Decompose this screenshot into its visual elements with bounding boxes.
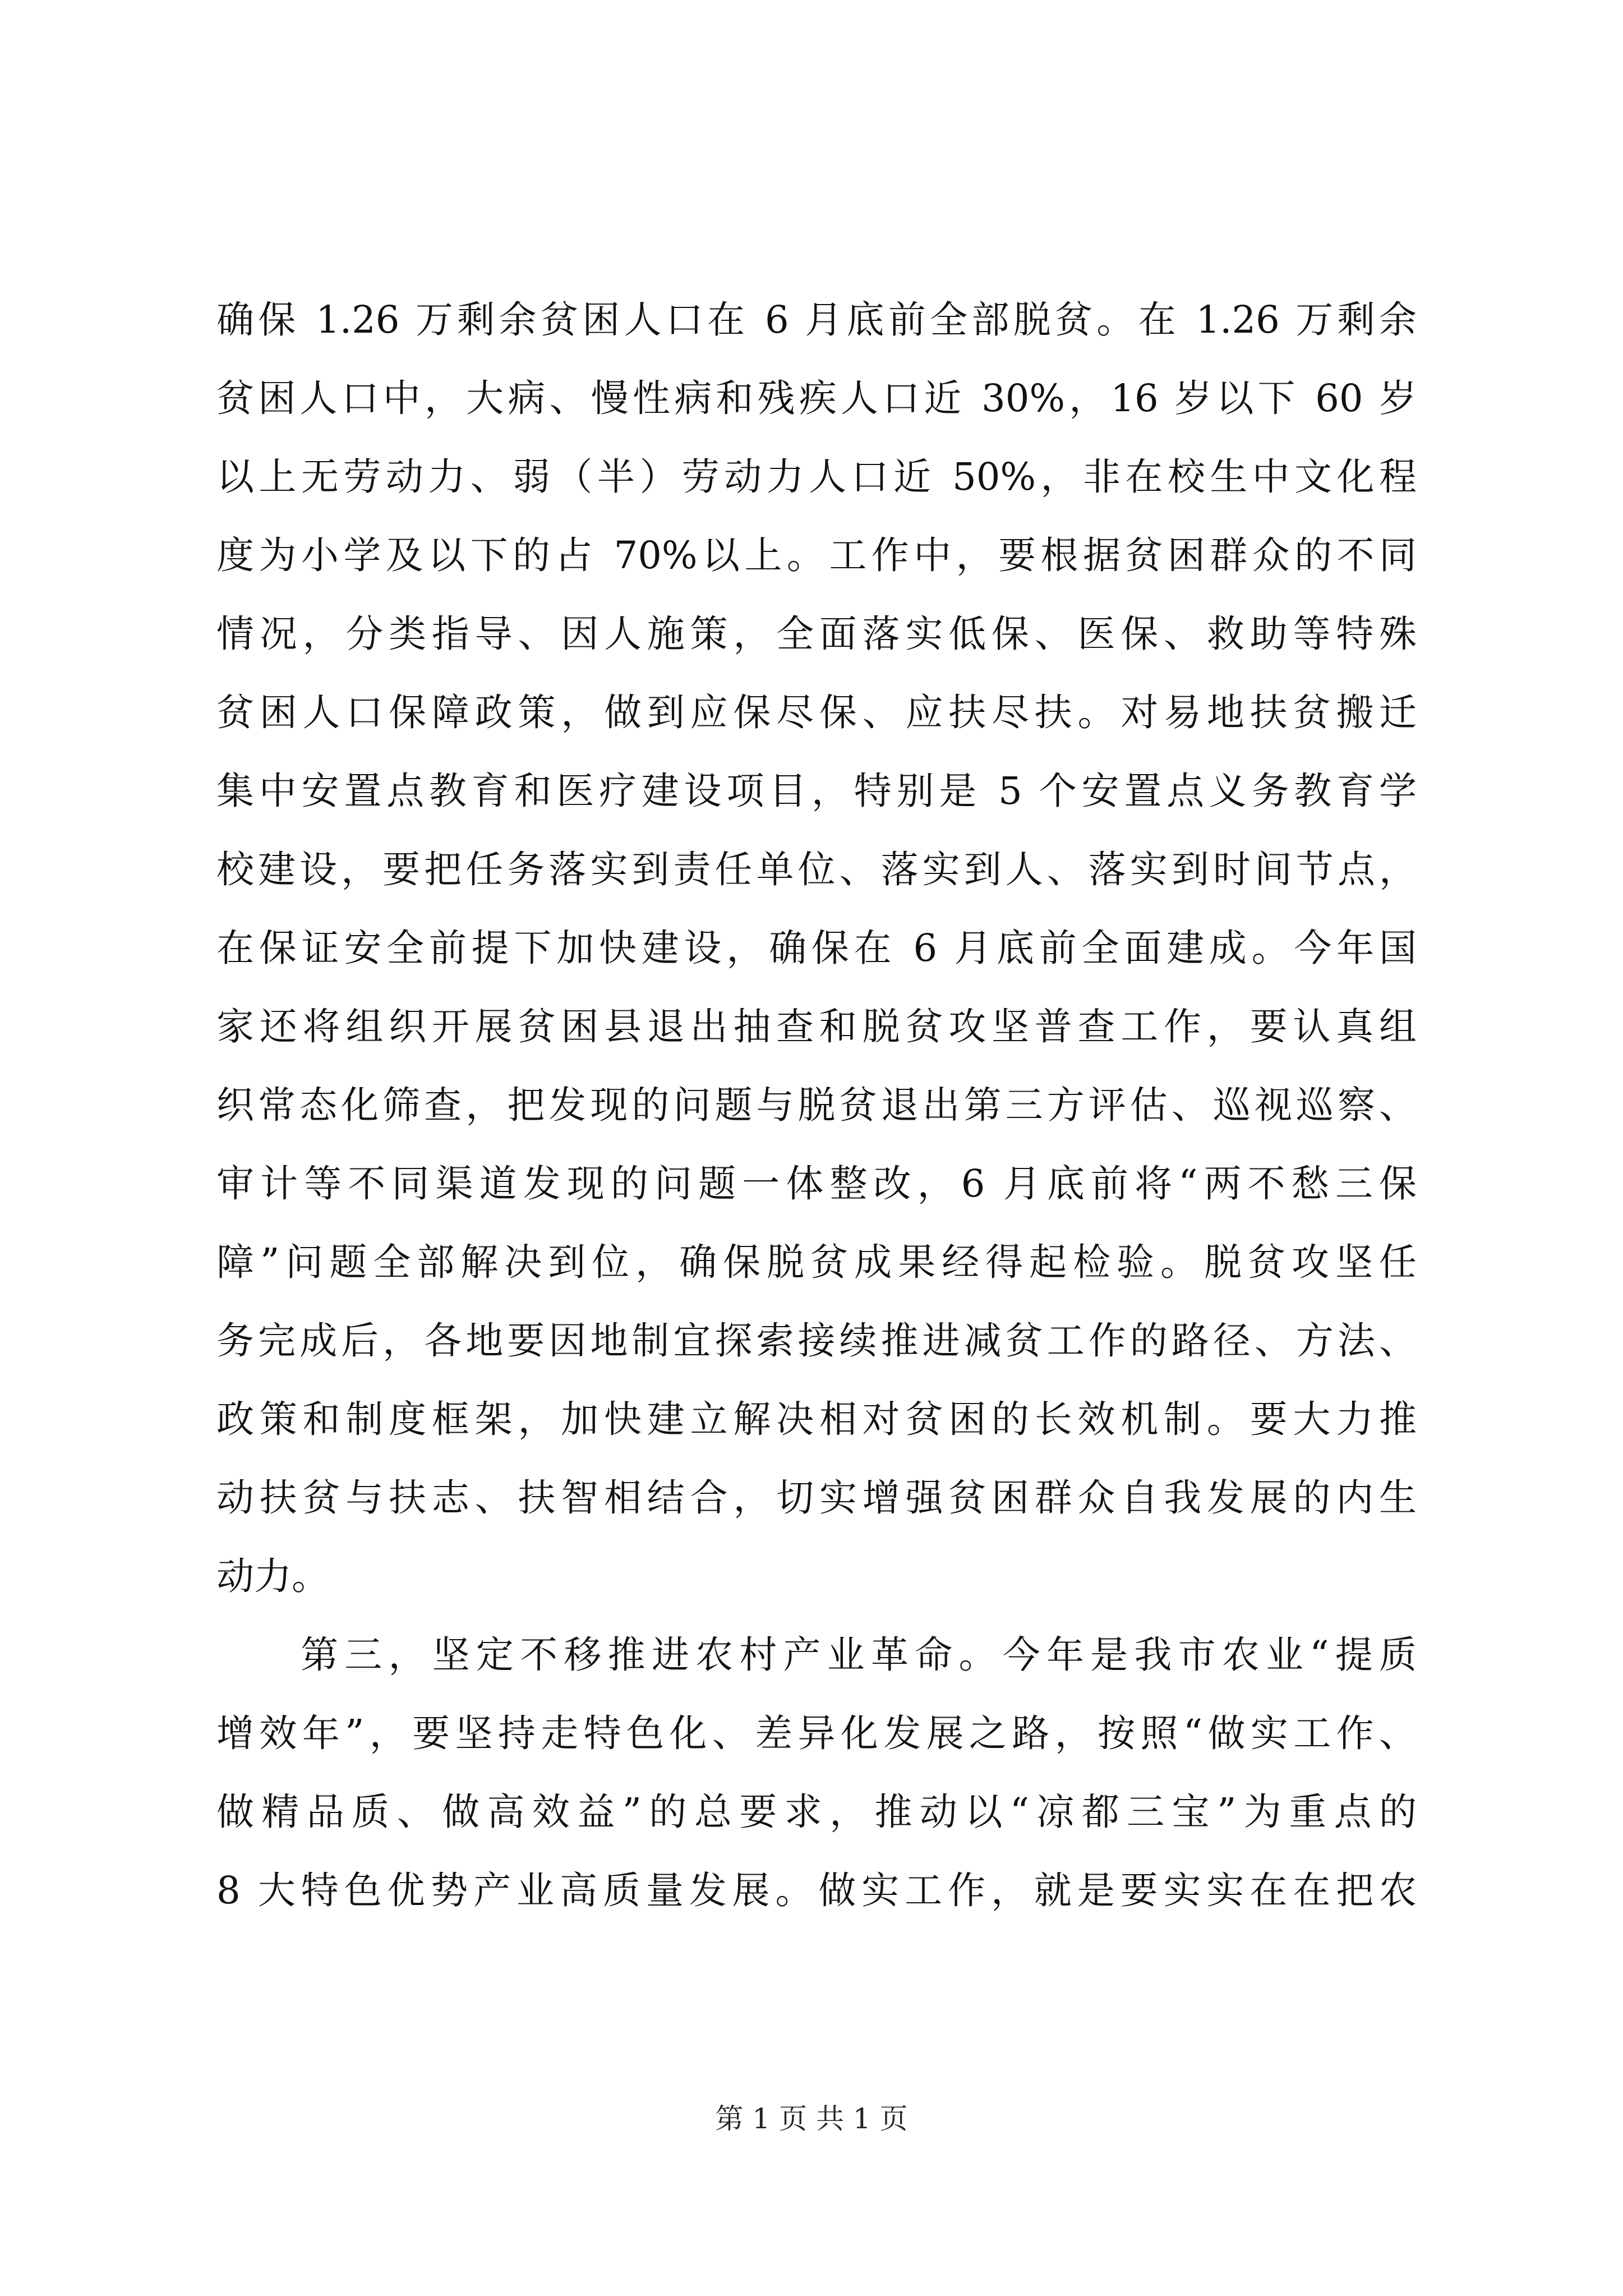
text-line-19: 增效年”，要坚持走特色化、差异化发展之路，按照“做实工作、 <box>216 1711 1417 1755</box>
text-line-11: 织常态化筛查，把发现的问题与脱贫退出第三方评估、巡视巡察、 <box>216 1083 1417 1127</box>
text-line-15: 政策和制度框架，加快建立解决相对贫困的长效机制。要大力推 <box>216 1397 1417 1441</box>
text-line-10: 家还将组织开展贫困县退出抽查和脱贫攻坚普查工作，要认真组 <box>216 1005 1417 1048</box>
text-line-12: 审计等不同渠道发现的问题一体整改，6 月底前将“两不愁三保 <box>216 1162 1417 1205</box>
text-line-21: 8 大特色优势产业高质量发展。做实工作，就是要实实在在把农 <box>216 1869 1417 1912</box>
text-line-17: 动力。 <box>216 1554 329 1598</box>
text-line-20: 做精品质、做高效益”的总要求，推动以“凉都三宝”为重点的 <box>216 1790 1417 1834</box>
text-line-8: 校建设，要把任务落实到责任单位、落实到人、落实到时间节点， <box>216 848 1417 891</box>
text-line-13: 障”问题全部解决到位，确保脱贫成果经得起检验。脱贫攻坚任 <box>216 1240 1417 1284</box>
text-line-7: 集中安置点教育和医疗建设项目，特别是 5 个安置点义务教育学 <box>216 769 1417 813</box>
text-line-1: 确保 1.26 万剩余贫困人口在 6 月底前全部脱贫。在 1.26 万剩余 <box>216 298 1417 342</box>
text-line-2: 贫困人口中，大病、慢性病和残疾人口近 30%，16 岁以下 60 岁 <box>216 376 1417 420</box>
text-line-4: 度为小学及以下的占 70%以上。工作中，要根据贫困群众的不同 <box>216 533 1417 577</box>
text-line-18: 第三，坚定不移推进农村产业革命。今年是我市农业“提质 <box>301 1633 1417 1677</box>
text-line-3: 以上无劳动力、弱（半）劳动力人口近 50%，非在校生中文化程 <box>216 455 1417 499</box>
text-line-5: 情况，分类指导、因人施策，全面落实低保、医保、救助等特殊 <box>216 612 1417 656</box>
text-line-14: 务完成后，各地要因地制宜探索接续推进减贫工作的路径、方法、 <box>216 1319 1417 1363</box>
text-line-6: 贫困人口保障政策，做到应保尽保、应扶尽扶。对易地扶贫搬迁 <box>216 691 1417 734</box>
page-footer: 第 1 页 共 1 页 <box>715 2102 908 2135</box>
text-line-9: 在保证安全前提下加快建设，确保在 6 月底前全面建成。今年国 <box>216 926 1417 970</box>
text-line-16: 动扶贫与扶志、扶智相结合，切实增强贫困群众自我发展的内生 <box>216 1476 1417 1520</box>
